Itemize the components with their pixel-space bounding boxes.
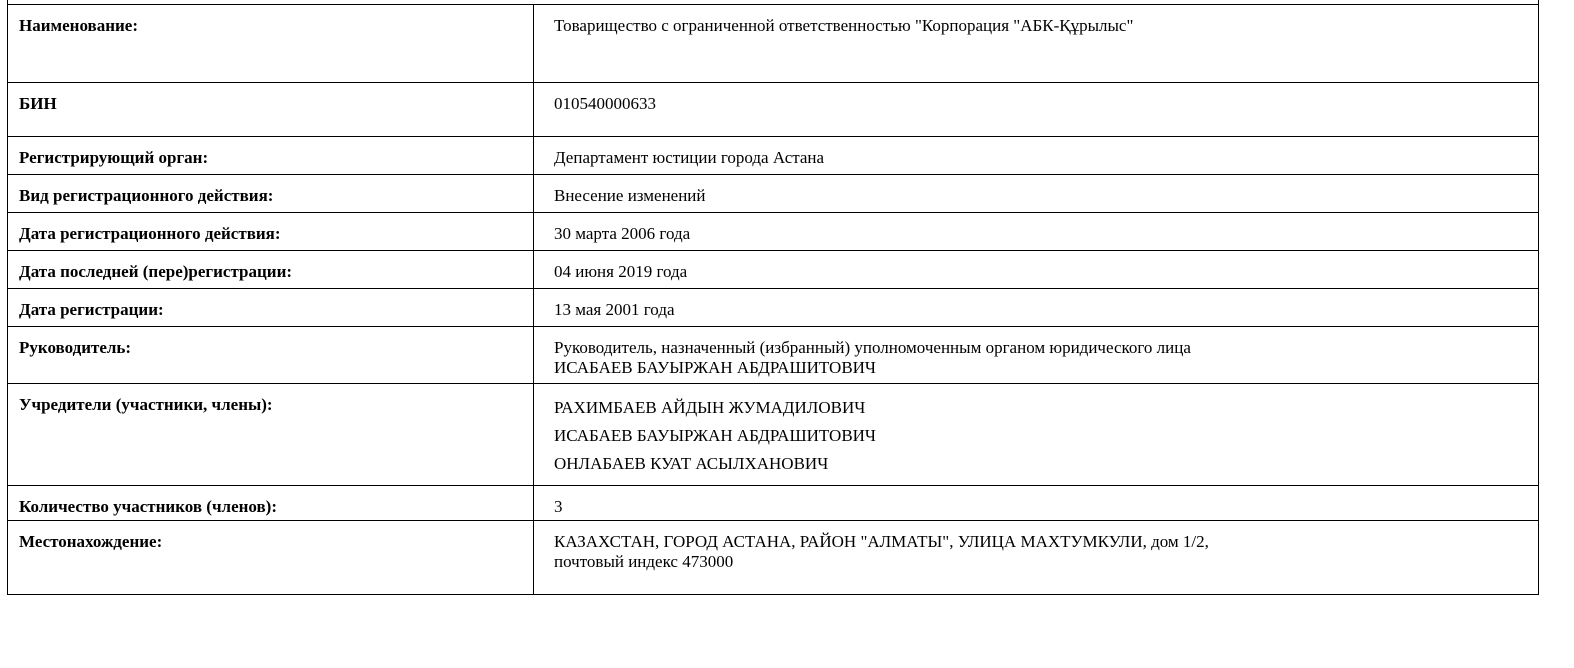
registration-date-value: 13 мая 2001 года bbox=[534, 289, 1539, 327]
head-role: Руководитель, назначенный (избранный) уполномоченным органом юридического лица bbox=[554, 338, 1191, 357]
registration-info bbox=[7, 4, 1539, 595]
table-row-location bbox=[8, 521, 1539, 595]
row-label: Учредители (участники, члены): bbox=[8, 384, 534, 486]
row-label: Вид регистрационного действия: bbox=[8, 175, 534, 213]
row-label: Количество участников (членов): bbox=[8, 486, 534, 521]
table-row-registration-date bbox=[8, 289, 1539, 327]
registering-body-value: Департамент юстиции города Астана bbox=[534, 137, 1539, 175]
head-value bbox=[534, 327, 1539, 384]
company-name-value: Товарищество с ограниченной ответственностью "Корпорация "АБК-Құрылыс" bbox=[534, 5, 1539, 83]
location-value bbox=[534, 521, 1539, 595]
registration-table bbox=[7, 4, 1539, 595]
member-count-value: 3 bbox=[534, 486, 1539, 521]
table-row-last-registration bbox=[8, 251, 1539, 289]
table-row-action-date bbox=[8, 213, 1539, 251]
row-label: Дата регистрации: bbox=[8, 289, 534, 327]
founder-item: РАХИМБАЕВ АЙДЫН ЖУМАДИЛОВИЧ bbox=[554, 398, 866, 417]
founders-value bbox=[534, 384, 1539, 486]
head-name: ИСАБАЕВ БАУЫРЖАН АБДРАШИТОВИЧ bbox=[554, 358, 876, 377]
table-row-name bbox=[8, 5, 1539, 83]
table-row-founders bbox=[8, 384, 1539, 486]
action-type-value: Внесение изменений bbox=[534, 175, 1539, 213]
row-label: БИН bbox=[8, 83, 534, 137]
row-label: Дата последней (пере)регистрации: bbox=[8, 251, 534, 289]
table-row-head bbox=[8, 327, 1539, 384]
bin-value: 010540000633 bbox=[534, 83, 1539, 137]
table-row-registering-body bbox=[8, 137, 1539, 175]
row-label: Местонахождение: bbox=[8, 521, 534, 595]
action-date-value: 30 марта 2006 года bbox=[534, 213, 1539, 251]
founder-item: ИСАБАЕВ БАУЫРЖАН АБДРАШИТОВИЧ bbox=[554, 426, 876, 445]
table-row-bin bbox=[8, 83, 1539, 137]
row-label: Дата регистрационного действия: bbox=[8, 213, 534, 251]
row-label: Руководитель: bbox=[8, 327, 534, 384]
row-label: Регистрирующий орган: bbox=[8, 137, 534, 175]
table-row-action-type bbox=[8, 175, 1539, 213]
location-address: КАЗАХСТАН, ГОРОД АСТАНА, РАЙОН "АЛМАТЫ", УЛИЦА МАХТУМКУЛИ, дом 1/2, bbox=[554, 532, 1209, 551]
row-label: Наименование: bbox=[8, 5, 534, 83]
last-registration-value: 04 июня 2019 года bbox=[534, 251, 1539, 289]
table-row-member-count bbox=[8, 486, 1539, 521]
location-postcode: почтовый индекс 473000 bbox=[554, 552, 734, 571]
founder-item: ОНЛАБАЕВ КУАТ АСЫЛХАНОВИЧ bbox=[554, 454, 829, 473]
